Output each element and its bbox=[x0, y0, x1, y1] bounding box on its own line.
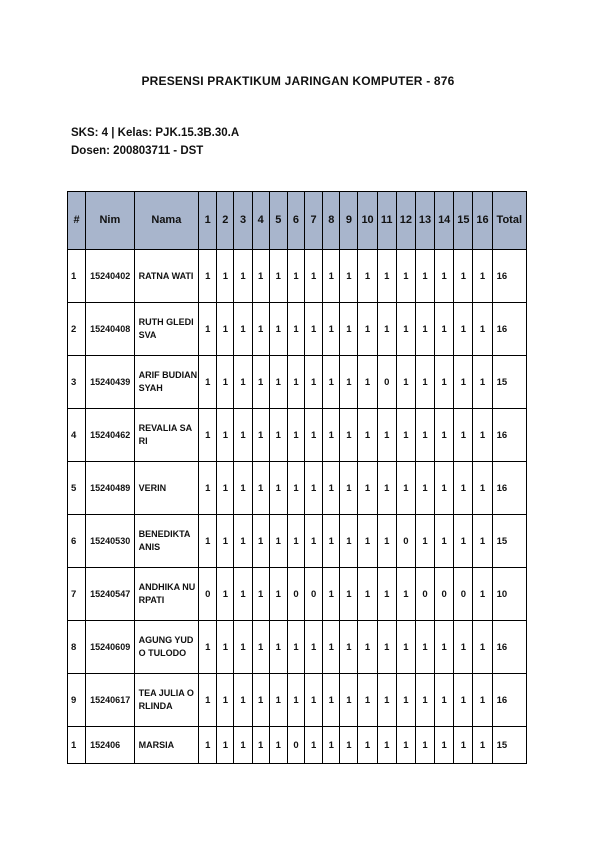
table-row bbox=[68, 250, 527, 303]
attendance-cell: 1 bbox=[340, 727, 358, 764]
attendance-cell: 1 bbox=[454, 303, 473, 356]
total-cell: 16 bbox=[492, 621, 526, 674]
name-cell: BENEDIKTA ANIS bbox=[134, 515, 199, 568]
column-header: Nama bbox=[134, 192, 199, 250]
table-row bbox=[68, 356, 527, 409]
attendance-cell: 1 bbox=[340, 674, 358, 727]
attendance-cell: 1 bbox=[435, 303, 454, 356]
attendance-cell: 1 bbox=[217, 409, 234, 462]
attendance-cell: 1 bbox=[305, 462, 323, 515]
attendance-cell: 1 bbox=[435, 409, 454, 462]
attendance-cell: 1 bbox=[358, 727, 377, 764]
nim-cell: 15240530 bbox=[86, 515, 134, 568]
attendance-cell: 0 bbox=[199, 568, 217, 621]
attendance-cell: 1 bbox=[217, 674, 234, 727]
attendance-cell: 0 bbox=[305, 568, 323, 621]
attendance-cell: 1 bbox=[323, 462, 340, 515]
attendance-cell: 1 bbox=[234, 727, 252, 764]
attendance-cell: 1 bbox=[323, 727, 340, 764]
attendance-cell: 1 bbox=[252, 674, 269, 727]
row-number-cell: 3 bbox=[68, 356, 86, 409]
attendance-cell: 1 bbox=[340, 409, 358, 462]
total-cell: 15 bbox=[492, 515, 526, 568]
attendance-cell: 1 bbox=[396, 409, 415, 462]
row-number-cell: 1 bbox=[68, 727, 86, 764]
attendance-cell: 1 bbox=[323, 250, 340, 303]
attendance-cell: 1 bbox=[358, 356, 377, 409]
attendance-cell: 1 bbox=[199, 409, 217, 462]
table-row bbox=[68, 409, 527, 462]
attendance-cell: 0 bbox=[435, 568, 454, 621]
attendance-cell: 1 bbox=[358, 303, 377, 356]
column-header: 2 bbox=[217, 192, 234, 250]
attendance-cell: 1 bbox=[396, 303, 415, 356]
attendance-cell: 0 bbox=[287, 568, 304, 621]
attendance-cell: 1 bbox=[454, 621, 473, 674]
sks-kelas-line: SKS: 4 | Kelas: PJK.15.3B.30.A bbox=[71, 127, 240, 139]
attendance-cell: 1 bbox=[454, 356, 473, 409]
attendance-cell: 1 bbox=[415, 674, 434, 727]
attendance-cell: 1 bbox=[340, 356, 358, 409]
attendance-cell: 1 bbox=[287, 674, 304, 727]
column-header: 13 bbox=[415, 192, 434, 250]
attendance-cell: 0 bbox=[415, 568, 434, 621]
attendance-cell: 1 bbox=[323, 568, 340, 621]
attendance-cell: 1 bbox=[323, 409, 340, 462]
attendance-cell: 1 bbox=[377, 303, 396, 356]
attendance-cell: 1 bbox=[252, 727, 269, 764]
attendance-cell: 1 bbox=[415, 462, 434, 515]
table-row bbox=[68, 568, 527, 621]
nim-cell: 15240462 bbox=[86, 409, 134, 462]
attendance-cell: 1 bbox=[199, 462, 217, 515]
attendance-cell: 1 bbox=[234, 515, 252, 568]
table-header bbox=[68, 192, 527, 250]
attendance-cell: 1 bbox=[358, 515, 377, 568]
attendance-cell: 1 bbox=[435, 462, 454, 515]
attendance-cell: 1 bbox=[305, 674, 323, 727]
column-header: 6 bbox=[287, 192, 304, 250]
attendance-cell: 0 bbox=[396, 515, 415, 568]
attendance-cell: 1 bbox=[473, 568, 492, 621]
nim-cell: 15240617 bbox=[86, 674, 134, 727]
attendance-cell: 1 bbox=[269, 250, 287, 303]
total-cell: 10 bbox=[492, 568, 526, 621]
nim-cell: 15240489 bbox=[86, 462, 134, 515]
attendance-cell: 1 bbox=[234, 462, 252, 515]
total-cell: 16 bbox=[492, 303, 526, 356]
attendance-cell: 1 bbox=[377, 727, 396, 764]
row-number-cell: 7 bbox=[68, 568, 86, 621]
attendance-cell: 1 bbox=[269, 515, 287, 568]
attendance-cell: 1 bbox=[269, 568, 287, 621]
column-header: 5 bbox=[269, 192, 287, 250]
attendance-cell: 1 bbox=[435, 621, 454, 674]
attendance-cell: 1 bbox=[473, 462, 492, 515]
attendance-cell: 1 bbox=[305, 515, 323, 568]
name-cell: RUTH GLEDISVA bbox=[134, 303, 199, 356]
attendance-cell: 1 bbox=[435, 674, 454, 727]
attendance-cell: 1 bbox=[234, 250, 252, 303]
attendance-cell: 1 bbox=[287, 515, 304, 568]
attendance-cell: 1 bbox=[377, 462, 396, 515]
attendance-cell: 1 bbox=[358, 250, 377, 303]
attendance-cell: 1 bbox=[217, 727, 234, 764]
attendance-cell: 1 bbox=[323, 356, 340, 409]
document-title: PRESENSI PRAKTIKUM JARINGAN KOMPUTER - 876 bbox=[141, 74, 455, 88]
attendance-cell: 1 bbox=[473, 674, 492, 727]
attendance-cell: 1 bbox=[473, 515, 492, 568]
attendance-table bbox=[67, 191, 527, 764]
attendance-cell: 1 bbox=[396, 674, 415, 727]
column-header: 11 bbox=[377, 192, 396, 250]
attendance-cell: 1 bbox=[252, 515, 269, 568]
attendance-cell: 1 bbox=[252, 621, 269, 674]
attendance-cell: 1 bbox=[473, 356, 492, 409]
attendance-cell: 1 bbox=[252, 250, 269, 303]
name-cell: ANDHIKA NURPATI bbox=[134, 568, 199, 621]
row-number-cell: 9 bbox=[68, 674, 86, 727]
nim-cell: 15240439 bbox=[86, 356, 134, 409]
attendance-cell: 1 bbox=[454, 674, 473, 727]
attendance-cell: 1 bbox=[217, 250, 234, 303]
attendance-cell: 1 bbox=[252, 409, 269, 462]
attendance-cell: 1 bbox=[305, 303, 323, 356]
attendance-cell: 1 bbox=[305, 356, 323, 409]
attendance-cell: 1 bbox=[217, 515, 234, 568]
attendance-cell: 1 bbox=[269, 356, 287, 409]
attendance-cell: 1 bbox=[340, 568, 358, 621]
attendance-cell: 1 bbox=[377, 621, 396, 674]
total-cell: 15 bbox=[492, 356, 526, 409]
column-header: 8 bbox=[323, 192, 340, 250]
attendance-cell: 1 bbox=[340, 462, 358, 515]
table-body bbox=[68, 250, 527, 764]
attendance-cell: 1 bbox=[305, 409, 323, 462]
attendance-cell: 1 bbox=[217, 621, 234, 674]
attendance-cell: 1 bbox=[269, 303, 287, 356]
attendance-cell: 1 bbox=[396, 462, 415, 515]
row-number-cell: 4 bbox=[68, 409, 86, 462]
nim-cell: 15240402 bbox=[86, 250, 134, 303]
attendance-cell: 1 bbox=[435, 515, 454, 568]
row-number-cell: 5 bbox=[68, 462, 86, 515]
attendance-cell: 1 bbox=[305, 727, 323, 764]
attendance-cell: 1 bbox=[287, 250, 304, 303]
nim-cell: 15240609 bbox=[86, 621, 134, 674]
column-header: # bbox=[68, 192, 86, 250]
name-cell: MARSIA bbox=[134, 727, 199, 764]
attendance-cell: 1 bbox=[287, 462, 304, 515]
attendance-cell: 1 bbox=[396, 568, 415, 621]
attendance-cell: 1 bbox=[323, 303, 340, 356]
nim-cell: 152406 bbox=[86, 727, 134, 764]
attendance-cell: 1 bbox=[323, 674, 340, 727]
attendance-cell: 1 bbox=[217, 462, 234, 515]
column-header: 4 bbox=[252, 192, 269, 250]
attendance-cell: 1 bbox=[217, 356, 234, 409]
total-cell: 16 bbox=[492, 250, 526, 303]
attendance-cell: 1 bbox=[396, 356, 415, 409]
attendance-cell: 1 bbox=[396, 621, 415, 674]
row-number-cell: 8 bbox=[68, 621, 86, 674]
attendance-cell: 1 bbox=[252, 462, 269, 515]
attendance-cell: 1 bbox=[252, 303, 269, 356]
attendance-cell: 1 bbox=[435, 727, 454, 764]
column-header: Nim bbox=[86, 192, 134, 250]
attendance-cell: 1 bbox=[323, 515, 340, 568]
attendance-cell: 1 bbox=[287, 356, 304, 409]
header-row bbox=[68, 192, 527, 250]
attendance-cell: 1 bbox=[454, 409, 473, 462]
total-cell: 16 bbox=[492, 674, 526, 727]
attendance-cell: 1 bbox=[358, 462, 377, 515]
attendance-cell: 1 bbox=[415, 727, 434, 764]
attendance-cell: 1 bbox=[234, 674, 252, 727]
row-number-cell: 2 bbox=[68, 303, 86, 356]
table-row bbox=[68, 462, 527, 515]
attendance-cell: 1 bbox=[199, 727, 217, 764]
attendance-cell: 1 bbox=[252, 356, 269, 409]
column-header: 9 bbox=[340, 192, 358, 250]
row-number-cell: 6 bbox=[68, 515, 86, 568]
attendance-cell: 1 bbox=[396, 250, 415, 303]
attendance-cell: 1 bbox=[199, 674, 217, 727]
column-header: 1 bbox=[199, 192, 217, 250]
attendance-cell: 1 bbox=[358, 621, 377, 674]
attendance-cell: 1 bbox=[340, 250, 358, 303]
attendance-cell: 1 bbox=[305, 621, 323, 674]
attendance-cell: 0 bbox=[454, 568, 473, 621]
attendance-cell: 1 bbox=[199, 621, 217, 674]
attendance-cell: 1 bbox=[454, 250, 473, 303]
attendance-cell: 0 bbox=[287, 727, 304, 764]
attendance-cell: 1 bbox=[199, 356, 217, 409]
attendance-cell: 1 bbox=[234, 356, 252, 409]
attendance-cell: 1 bbox=[323, 621, 340, 674]
column-header: 15 bbox=[454, 192, 473, 250]
attendance-cell: 1 bbox=[358, 674, 377, 727]
attendance-cell: 1 bbox=[199, 303, 217, 356]
attendance-cell: 1 bbox=[340, 515, 358, 568]
column-header: 16 bbox=[473, 192, 492, 250]
attendance-cell: 1 bbox=[199, 515, 217, 568]
name-cell: RATNA WATI bbox=[134, 250, 199, 303]
attendance-cell: 1 bbox=[377, 568, 396, 621]
table-row bbox=[68, 303, 527, 356]
attendance-cell: 1 bbox=[415, 356, 434, 409]
column-header: Total bbox=[492, 192, 526, 250]
attendance-cell: 1 bbox=[415, 515, 434, 568]
attendance-cell: 1 bbox=[358, 409, 377, 462]
attendance-cell: 1 bbox=[454, 515, 473, 568]
column-header: 7 bbox=[305, 192, 323, 250]
attendance-cell: 1 bbox=[435, 250, 454, 303]
attendance-cell: 1 bbox=[435, 356, 454, 409]
attendance-cell: 1 bbox=[473, 303, 492, 356]
attendance-cell: 1 bbox=[269, 409, 287, 462]
attendance-cell: 1 bbox=[377, 250, 396, 303]
nim-cell: 15240547 bbox=[86, 568, 134, 621]
attendance-cell: 1 bbox=[340, 303, 358, 356]
attendance-cell: 1 bbox=[377, 515, 396, 568]
attendance-cell: 1 bbox=[234, 568, 252, 621]
attendance-cell: 1 bbox=[340, 621, 358, 674]
attendance-cell: 0 bbox=[377, 356, 396, 409]
attendance-cell: 1 bbox=[454, 727, 473, 764]
name-cell: REVALIA SARI bbox=[134, 409, 199, 462]
attendance-cell: 1 bbox=[234, 621, 252, 674]
attendance-cell: 1 bbox=[252, 568, 269, 621]
attendance-cell: 1 bbox=[269, 727, 287, 764]
column-header: 10 bbox=[358, 192, 377, 250]
attendance-cell: 1 bbox=[199, 250, 217, 303]
attendance-cell: 1 bbox=[269, 462, 287, 515]
attendance-cell: 1 bbox=[473, 250, 492, 303]
attendance-cell: 1 bbox=[269, 621, 287, 674]
attendance-cell: 1 bbox=[217, 303, 234, 356]
attendance-cell: 1 bbox=[415, 409, 434, 462]
attendance-cell: 1 bbox=[217, 568, 234, 621]
attendance-cell: 1 bbox=[234, 409, 252, 462]
attendance-cell: 1 bbox=[377, 674, 396, 727]
attendance-cell: 1 bbox=[473, 727, 492, 764]
table-row bbox=[68, 674, 527, 727]
attendance-cell: 1 bbox=[234, 303, 252, 356]
name-cell: TEA JULIA ORLINDA bbox=[134, 674, 199, 727]
total-cell: 15 bbox=[492, 727, 526, 764]
attendance-cell: 1 bbox=[415, 303, 434, 356]
attendance-cell: 1 bbox=[287, 621, 304, 674]
table-row bbox=[68, 621, 527, 674]
attendance-cell: 1 bbox=[377, 409, 396, 462]
attendance-cell: 1 bbox=[396, 727, 415, 764]
attendance-cell: 1 bbox=[473, 621, 492, 674]
attendance-cell: 1 bbox=[287, 303, 304, 356]
attendance-cell: 1 bbox=[454, 462, 473, 515]
column-header: 3 bbox=[234, 192, 252, 250]
row-number-cell: 1 bbox=[68, 250, 86, 303]
attendance-cell: 1 bbox=[473, 409, 492, 462]
column-header: 12 bbox=[396, 192, 415, 250]
total-cell: 16 bbox=[492, 409, 526, 462]
attendance-cell: 1 bbox=[305, 250, 323, 303]
table-row bbox=[68, 727, 527, 764]
nim-cell: 15240408 bbox=[86, 303, 134, 356]
attendance-cell: 1 bbox=[415, 621, 434, 674]
total-cell: 16 bbox=[492, 462, 526, 515]
name-cell: ARIF BUDIANSYAH bbox=[134, 356, 199, 409]
attendance-cell: 1 bbox=[269, 674, 287, 727]
attendance-cell: 1 bbox=[415, 250, 434, 303]
attendance-cell: 1 bbox=[358, 568, 377, 621]
attendance-cell: 1 bbox=[287, 409, 304, 462]
name-cell: AGUNG YUDO TULODO bbox=[134, 621, 199, 674]
dosen-line: Dosen: 200803711 - DST bbox=[71, 145, 204, 157]
table-row bbox=[68, 515, 527, 568]
column-header: 14 bbox=[435, 192, 454, 250]
name-cell: VERIN bbox=[134, 462, 199, 515]
